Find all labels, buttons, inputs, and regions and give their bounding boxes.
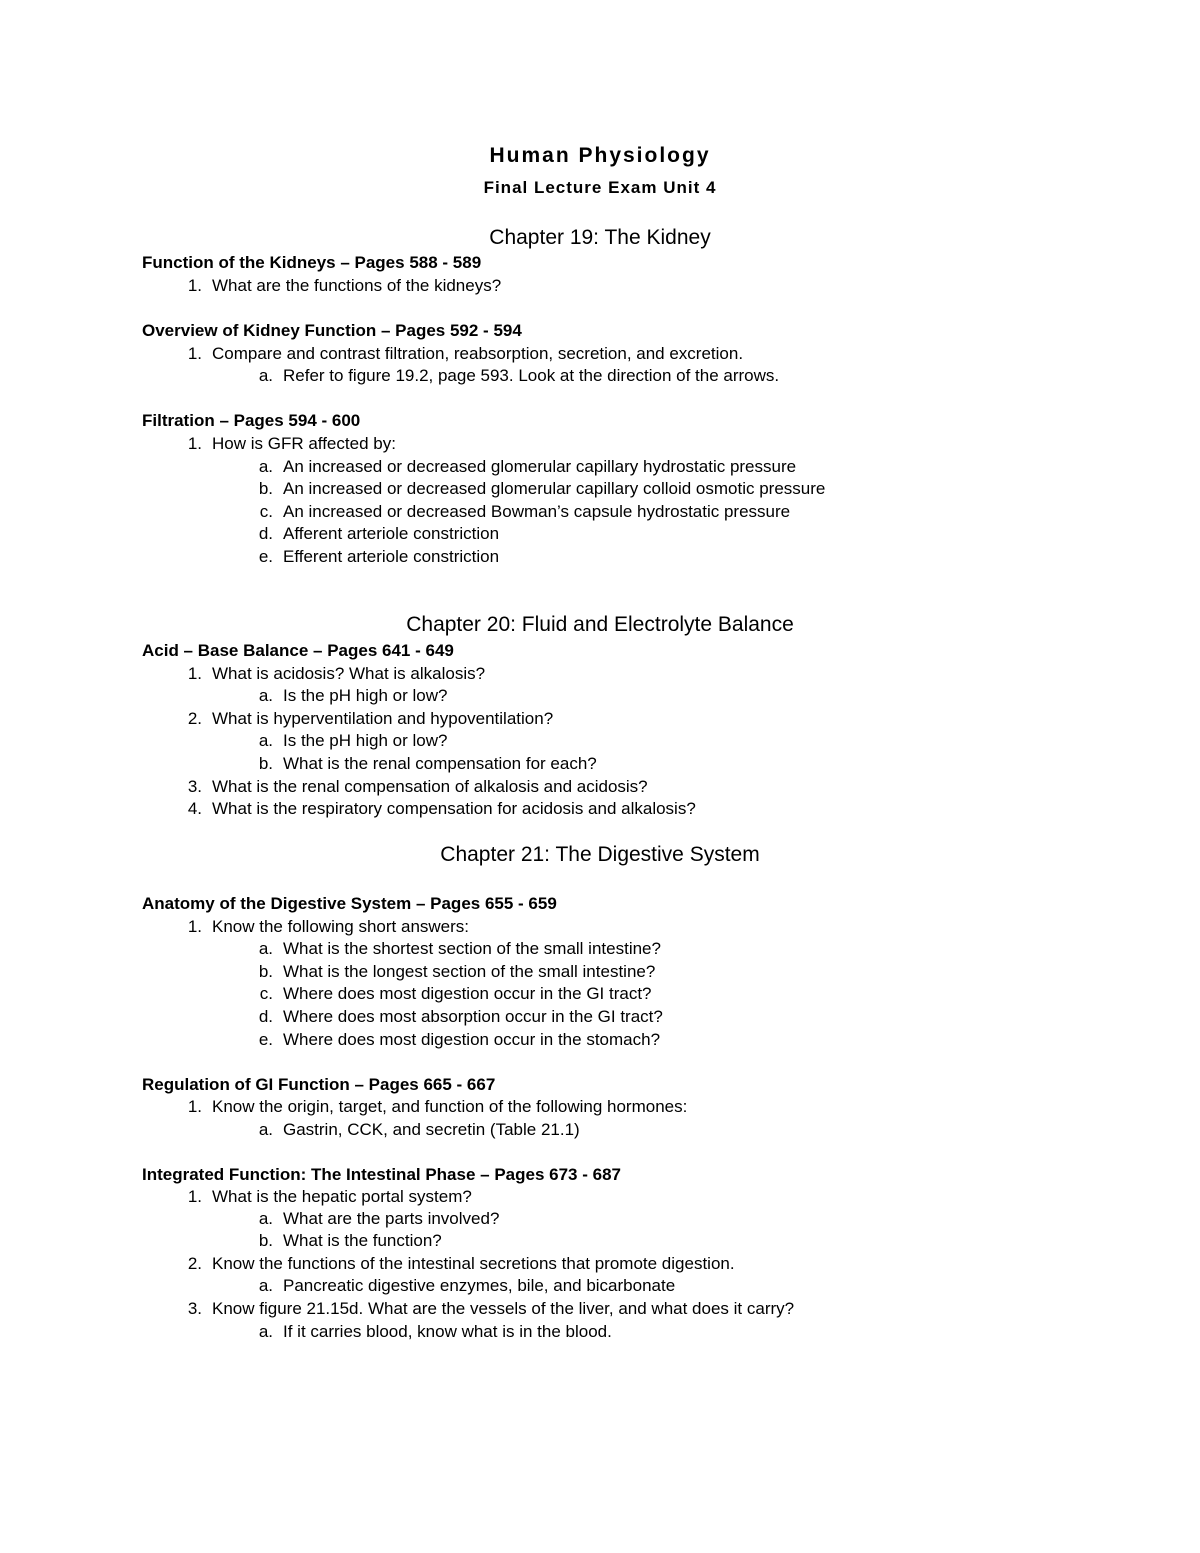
list-item-text: What are the functions of the kidneys? [212,276,502,295]
list-marker: 1. [187,434,202,453]
sub-list-item [258,939,661,959]
list-marker: 2. [187,1254,202,1273]
list-item [187,434,396,454]
list-marker: c. [259,984,273,1003]
list-item-text: What is the renal compensation for each? [283,754,597,773]
list-marker: a. [258,1276,273,1295]
list-item-text: Know the following short answers: [212,917,470,936]
list-item-text: If it carries blood, know what is in the blood. [283,1322,612,1341]
sub-list-item [258,731,448,751]
list-item-text: Compare and contrast filtration, reabsorption, secretion, and excretion. [212,344,744,363]
list-item-text: Know the functions of the intestinal secretions that promote digestion. [212,1254,735,1273]
list-item-text: Pancreatic digestive enzymes, bile, and bicarbonate [283,1276,676,1295]
list-item-text: What is the hepatic portal system? [212,1187,472,1206]
list-item-text: An increased or decreased Bowman’s capsule hydrostatic pressure [283,502,791,521]
list-item-text: Is the pH high or low? [283,686,448,705]
list-item [187,344,744,364]
list-item [187,664,486,684]
list-marker: c. [259,502,273,521]
list-marker: 1. [187,1187,202,1206]
chapter-heading: Chapter 21: The Digestive System [440,843,760,866]
list-item [187,917,470,937]
sub-list-item [258,457,797,477]
sub-list-item [258,1276,676,1296]
sub-list-item [258,962,656,982]
section-heading: Filtration – Pages 594 - 600 [142,411,361,430]
section-heading: Anatomy of the Digestive System – Pages 655 - 659 [142,894,557,913]
section-heading: Function of the Kidneys – Pages 588 - 589 [142,253,482,272]
sub-list-item [258,547,500,567]
sub-list-item [258,366,780,386]
sub-list-item [258,1120,580,1140]
list-marker: b. [258,962,273,981]
list-marker: d. [258,524,273,543]
list-item-text: Know the origin, target, and function of the following hormones: [212,1097,688,1116]
list-item-text: Where does most absorption occur in the GI tract? [283,1007,663,1026]
section-heading: Acid – Base Balance – Pages 641 - 649 [142,641,454,660]
list-marker: e. [258,547,273,566]
list-marker: a. [258,366,273,385]
sub-list-item [258,1231,442,1251]
list-marker: a. [258,1322,273,1341]
list-item [187,1299,795,1319]
list-marker: 2. [187,709,202,728]
document-title: Human Physiology [489,144,711,167]
list-marker: a. [258,731,273,750]
list-item [187,777,648,797]
list-marker: 4. [187,799,202,818]
list-item-text: Refer to figure 19.2, page 593. Look at the direction of the arrows. [283,366,780,385]
list-item-text: What is the renal compensation of alkalosis and acidosis? [212,777,648,796]
sub-list-item [259,984,652,1004]
list-item-text: Afferent arteriole constriction [283,524,500,543]
list-marker: 3. [187,777,202,796]
list-marker: d. [258,1007,273,1026]
list-item-text: An increased or decreased glomerular capillary hydrostatic pressure [283,457,797,476]
list-marker: 3. [187,1299,202,1318]
document-subtitle: Final Lecture Exam Unit 4 [483,178,717,197]
list-marker: 1. [187,917,202,936]
list-item-text: Where does most digestion occur in the GI tract? [283,984,652,1003]
list-marker: a. [258,1209,273,1228]
list-item-text: What is hyperventilation and hypoventilation? [212,709,554,728]
sub-list-item [258,754,597,774]
sub-list-item [258,524,500,544]
list-item [187,1097,688,1117]
sub-list-item [258,1322,612,1342]
list-marker: 1. [187,664,202,683]
list-item-text: What is the shortest section of the small intestine? [283,939,661,958]
list-item-text: Where does most digestion occur in the stomach? [283,1030,661,1049]
sub-list-item [258,1209,500,1229]
list-marker: 1. [187,344,202,363]
list-item [187,1187,472,1207]
list-item [187,709,554,729]
list-marker: a. [258,1120,273,1139]
sub-list-item [258,1030,661,1050]
list-marker: 1. [187,276,202,295]
list-item-text: Know figure 21.15d. What are the vessels of the liver, and what does it carry? [212,1299,795,1318]
list-item [187,799,696,819]
list-marker: a. [258,457,273,476]
list-item-text: How is GFR affected by: [212,434,396,453]
section-heading: Regulation of GI Function – Pages 665 - 667 [142,1075,496,1094]
list-item-text: What is the function? [283,1231,442,1250]
sub-list-item [258,1007,663,1027]
list-marker: b. [258,479,273,498]
list-marker: b. [258,754,273,773]
list-marker: a. [258,686,273,705]
list-item-text: What are the parts involved? [283,1209,500,1228]
sub-list-item [258,479,826,499]
list-item-text: Gastrin, CCK, and secretin (Table 21.1) [283,1120,580,1139]
sub-list-item [259,502,791,522]
section-heading: Overview of Kidney Function – Pages 592 - 594 [142,321,522,340]
list-item [187,1254,735,1274]
list-item-text: Is the pH high or low? [283,731,448,750]
list-marker: e. [258,1030,273,1049]
chapter-heading: Chapter 20: Fluid and Electrolyte Balance [406,613,794,636]
list-marker: b. [258,1231,273,1250]
list-item-text: What is the longest section of the small intestine? [283,962,656,981]
list-item-text: An increased or decreased glomerular capillary colloid osmotic pressure [283,479,826,498]
list-item [187,276,502,296]
chapter-heading: Chapter 19: The Kidney [489,226,711,249]
list-item-text: Efferent arteriole constriction [283,547,500,566]
sub-list-item [258,686,448,706]
list-item-text: What is acidosis? What is alkalosis? [212,664,486,683]
list-item-text: What is the respiratory compensation for acidosis and alkalosis? [212,799,696,818]
list-marker: a. [258,939,273,958]
section-heading: Integrated Function: The Intestinal Phase – Pages 673 - 687 [142,1165,621,1184]
list-marker: 1. [187,1097,202,1116]
